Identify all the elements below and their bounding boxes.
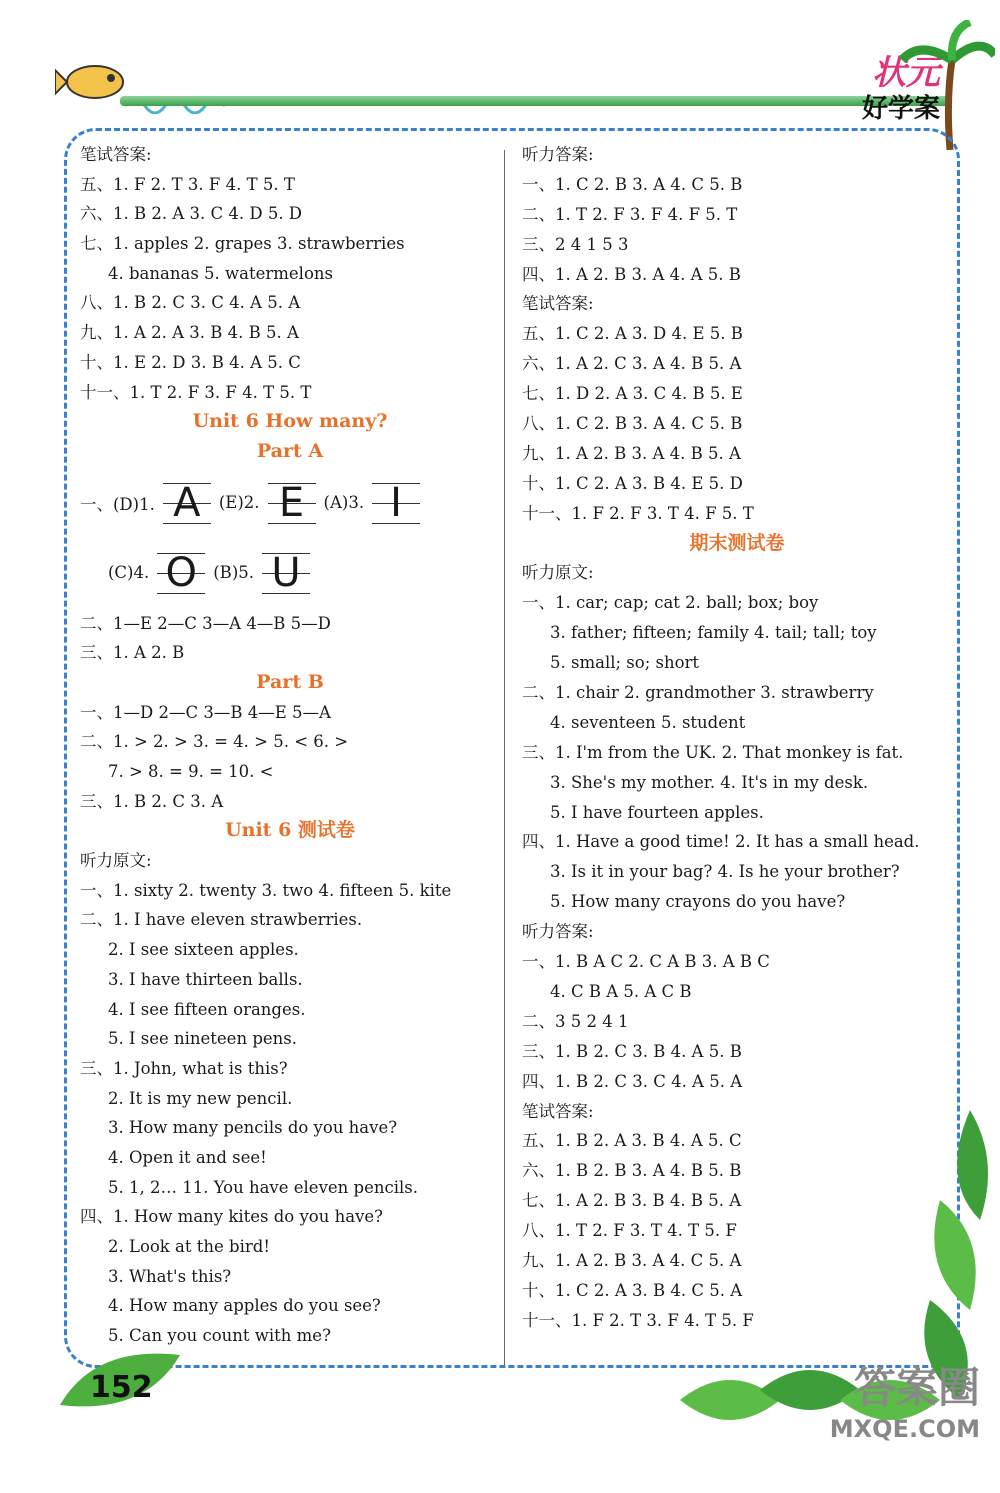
answer-line-indent: 5. 1, 2… 11. You have eleven pencils. xyxy=(108,1177,418,1197)
answer-line: 五、1. B 2. A 3. B 4. A 5. C xyxy=(522,1131,742,1151)
answer-line: 一、1. B A C 2. C A B 3. A B C xyxy=(522,952,770,972)
answer-line: 十一、1. F 2. T 3. F 4. T 5. F xyxy=(522,1310,754,1330)
writing-mid: (E)2. xyxy=(218,493,260,513)
answer-line-indent: 3. What's this? xyxy=(108,1266,232,1286)
section-heading: Part B xyxy=(256,670,324,693)
answer-line: 十、1. C 2. A 3. B 4. C 5. A xyxy=(522,1280,743,1300)
answer-line: 笔试答案: xyxy=(80,145,152,164)
answer-line: 四、1. How many kites do you have? xyxy=(80,1207,384,1227)
brand-title: 状元 xyxy=(872,53,940,93)
answer-line: 七、1. apples 2. grapes 3. strawberries xyxy=(80,234,405,254)
answer-line: 三、2 4 1 5 3 xyxy=(522,234,629,254)
answer-line-indent: 4. bananas 5. watermelons xyxy=(108,263,333,283)
answer-line-indent: 3. How many pencils do you have? xyxy=(108,1118,398,1138)
answer-line: 五、1. C 2. A 3. D 4. E 5. B xyxy=(522,324,743,344)
answer-line-indent: 4. I see fifteen oranges. xyxy=(108,999,306,1019)
answer-line-indent: 7. > 8. = 9. = 10. < xyxy=(108,762,274,781)
answer-line: 六、1. B 2. B 3. A 4. B 5. B xyxy=(522,1161,742,1181)
watermark xyxy=(830,1355,980,1443)
answer-line: 二、3 5 2 4 1 xyxy=(522,1011,629,1031)
letter-box xyxy=(268,479,316,527)
page-number: 152 xyxy=(90,1370,153,1405)
answer-line: 十、1. E 2. D 3. B 4. A 5. C xyxy=(80,352,301,372)
answer-line: 一、1. car; cap; cat 2. ball; box; boy xyxy=(522,593,819,613)
answer-line: 七、1. D 2. A 3. C 4. B 5. E xyxy=(522,384,743,404)
writing-mid: (A)3. xyxy=(323,493,365,513)
answer-line: 三、1. B 2. C 3. B 4. A 5. B xyxy=(522,1041,742,1061)
letter-answer: U xyxy=(271,549,301,596)
letter-answer: E xyxy=(278,479,305,526)
answer-line: 三、1. B 2. C 3. A xyxy=(80,791,224,811)
answer-line: 四、1. A 2. B 3. A 4. A 5. B xyxy=(522,264,741,284)
answer-line: 笔试答案: xyxy=(522,1101,594,1121)
section-heading: Part A xyxy=(256,439,324,462)
answer-line: 二、1. chair 2. grandmother 3. strawberry xyxy=(522,683,874,703)
answer-line: 七、1. A 2. B 3. B 4. B 5. A xyxy=(522,1191,742,1211)
answer-line: 一、1—D 2—C 3—B 4—E 5—A xyxy=(80,702,331,722)
left-part-1 xyxy=(80,140,500,467)
answer-line: 听力原文: xyxy=(522,563,594,583)
writing-mid: (B)5. xyxy=(213,563,254,583)
answer-line: 笔试答案: xyxy=(522,294,594,314)
answer-line: 五、1. F 2. T 3. F 4. T 5. T xyxy=(80,174,295,194)
writing-prefix: 一、(D)1. xyxy=(80,494,155,514)
answer-line-indent: 2. It is my new pencil. xyxy=(108,1088,293,1108)
left-column xyxy=(80,140,500,1351)
answer-line: 八、1. B 2. C 3. C 4. A 5. A xyxy=(80,293,301,313)
answer-line: 三、1. I'm from the UK. 2. That monkey is fat. xyxy=(522,742,904,762)
answer-line: 十一、1. F 2. F 3. T 4. F 5. T xyxy=(522,503,754,523)
letter-box xyxy=(157,549,205,597)
answer-line: 六、1. B 2. A 3. C 4. D 5. D xyxy=(80,204,303,224)
answer-line-indent: 4. C B A 5. A C B xyxy=(550,981,692,1001)
brand-subtitle: 好学案 xyxy=(861,94,940,124)
answer-line: 听力原文: xyxy=(80,851,152,871)
writing-row-1 xyxy=(80,467,500,539)
section-heading: Unit 6 How many? xyxy=(192,410,388,433)
answer-line: 十、1. C 2. A 3. B 4. E 5. D xyxy=(522,473,743,493)
letter-answer: O xyxy=(165,549,197,596)
answer-line-indent: 3. father; fifteen; family 4. tail; tall; toy xyxy=(550,623,877,643)
answer-line-indent: 3. She's my mother. 4. It's in my desk. xyxy=(550,772,869,792)
answer-line-indent: 5. I have fourteen apples. xyxy=(550,802,764,822)
section-heading: Unit 6 测试卷 xyxy=(225,819,355,842)
answer-line-indent: 5. Can you count with me? xyxy=(108,1326,331,1346)
answer-line: 二、1. > 2. > 3. = 4. > 5. < 6. > xyxy=(80,732,349,752)
letter-answer: A xyxy=(173,479,201,526)
answer-line-indent: 3. Is it in your bag? 4. Is he your brother? xyxy=(550,862,900,882)
answer-line-indent: 3. I have thirteen balls. xyxy=(108,969,303,989)
writing-prefix: (C)4. xyxy=(108,563,150,583)
answer-line: 三、1. John, what is this? xyxy=(80,1058,288,1078)
watermark-url: MXQE.COM xyxy=(829,1415,980,1443)
answer-line: 一、1. sixty 2. twenty 3. two 4. fifteen 5. kite xyxy=(80,880,452,900)
answer-line: 二、1—E 2—C 3—A 4—B 5—D xyxy=(80,613,331,633)
answer-line-indent: 5. I see nineteen pens. xyxy=(108,1029,297,1049)
answer-line: 一、1. C 2. B 3. A 4. C 5. B xyxy=(522,174,743,194)
answer-line: 十一、1. T 2. F 3. F 4. T 5. T xyxy=(80,382,312,402)
answer-line: 二、1. T 2. F 3. F 4. F 5. T xyxy=(522,204,738,224)
answer-line-indent: 5. small; so; short xyxy=(550,653,700,673)
answer-line: 六、1. A 2. C 3. A 4. B 5. A xyxy=(522,354,742,374)
writing-row-2 xyxy=(80,537,500,609)
answer-line: 三、1. A 2. B xyxy=(80,643,185,663)
answer-line: 八、1. C 2. B 3. A 4. C 5. B xyxy=(522,414,743,434)
answer-line-indent: 5. How many crayons do you have? xyxy=(550,892,846,912)
answer-line-indent: 2. Look at the bird! xyxy=(108,1237,270,1256)
answer-line: 四、1. B 2. C 3. C 4. A 5. A xyxy=(522,1071,743,1091)
answer-line-indent: 2. I see sixteen apples. xyxy=(108,940,299,960)
answer-line-indent: 4. Open it and see! xyxy=(108,1147,267,1167)
section-heading: 期末测试卷 xyxy=(689,531,785,554)
answer-line-indent: 4. How many apples do you see? xyxy=(108,1296,381,1316)
left-part-2 xyxy=(80,609,500,1351)
watermark-title: 答案圈 xyxy=(853,1363,980,1412)
letter-box xyxy=(262,549,310,597)
answer-line: 九、1. A 2. A 3. B 4. B 5. A xyxy=(80,323,299,343)
answer-line: 四、1. Have a good time! 2. It has a small head. xyxy=(522,832,920,852)
letter-box xyxy=(163,479,211,527)
answer-line: 九、1. A 2. B 3. A 4. B 5. A xyxy=(522,443,741,463)
answer-line: 听力答案: xyxy=(522,922,594,942)
answer-line: 二、1. I have eleven strawberries. xyxy=(80,910,363,930)
letter-box xyxy=(372,479,420,527)
answer-line: 听力答案: xyxy=(522,145,594,164)
answer-line-indent: 4. seventeen 5. student xyxy=(550,712,746,732)
answer-line: 九、1. A 2. B 3. A 4. C 5. A xyxy=(522,1250,742,1270)
header-rule xyxy=(120,96,950,106)
letter-answer: I xyxy=(390,479,402,526)
answer-line: 八、1. T 2. F 3. T 4. T 5. F xyxy=(522,1221,737,1241)
column-divider xyxy=(504,150,505,1365)
